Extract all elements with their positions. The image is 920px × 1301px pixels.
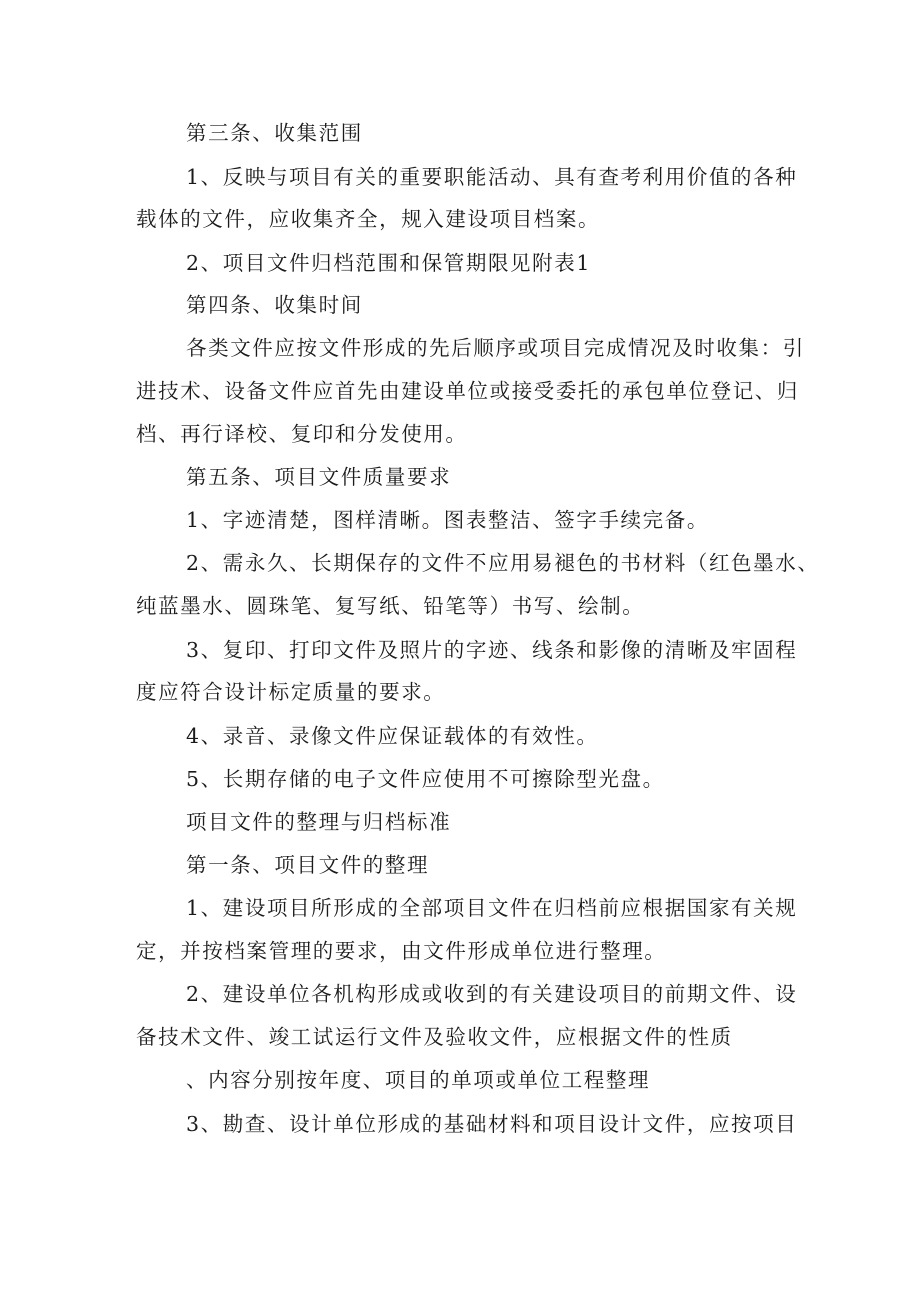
paragraph-line: 1、反映与项目有关的重要职能活动、具有查考利用价值的各种 bbox=[186, 165, 798, 189]
paragraph-line: 1、建设项目所形成的全部项目文件在归档前应根据国家有关规 bbox=[186, 896, 798, 920]
paragraph-line: 2、建设单位各机构形成或收到的有关建设项目的前期文件、设 bbox=[186, 982, 798, 1006]
section-heading: 第四条、收集时间 bbox=[186, 293, 363, 317]
paragraph-line: 2、需永久、长期保存的文件不应用易褪色的书材料（红色墨水、 bbox=[186, 551, 820, 575]
paragraph-line: 2、项目文件归档范围和保管期限见附表1 bbox=[186, 251, 591, 275]
paragraph-line: 进技术、设备文件应首先由建设单位或接受委托的承包单位登记、归 bbox=[136, 379, 799, 403]
paragraph-line: 备技术文件、竣工试运行文件及验收文件，应根据文件的性质 bbox=[136, 1025, 733, 1049]
paragraph-line: 5、长期存储的电子文件应使用不可擦除型光盘。 bbox=[186, 767, 665, 791]
section-heading: 第三条、收集范围 bbox=[186, 121, 363, 145]
paragraph-line: 1、字迹清楚，图样清晰。图表整洁、签字手续完备。 bbox=[186, 508, 709, 532]
section-heading: 第一条、项目文件的整理 bbox=[186, 853, 430, 877]
paragraph-line: 4、录音、录像文件应保证载体的有效性。 bbox=[186, 724, 599, 748]
paragraph-line: 载体的文件，应收集齐全，规入建设项目档案。 bbox=[136, 207, 601, 231]
paragraph-line: 度应符合设计标定质量的要求。 bbox=[136, 680, 446, 704]
paragraph-line: 各类文件应按文件形成的先后顺序或项目完成情况及时收集：引 bbox=[186, 336, 805, 360]
paragraph-line: 纯蓝墨水、圆珠笔、复写纸、铅笔等）书写、绘制。 bbox=[136, 594, 645, 618]
section-heading: 第五条、项目文件质量要求 bbox=[186, 465, 452, 489]
paragraph-line: 3、复印、打印文件及照片的字迹、线条和影像的清晰及牢固程 bbox=[186, 638, 798, 662]
paragraph-line: 定，并按档案管理的要求，由文件形成单位进行整理。 bbox=[136, 939, 667, 963]
section-heading: 项目文件的整理与归档标准 bbox=[186, 810, 452, 834]
paragraph-line: 档、再行译校、复印和分发使用。 bbox=[136, 422, 468, 446]
paragraph-line: 、内容分别按年度、项目的单项或单位工程整理 bbox=[186, 1068, 651, 1092]
paragraph-line: 3、勘查、设计单位形成的基础材料和项目设计文件，应按项目 bbox=[186, 1112, 798, 1136]
